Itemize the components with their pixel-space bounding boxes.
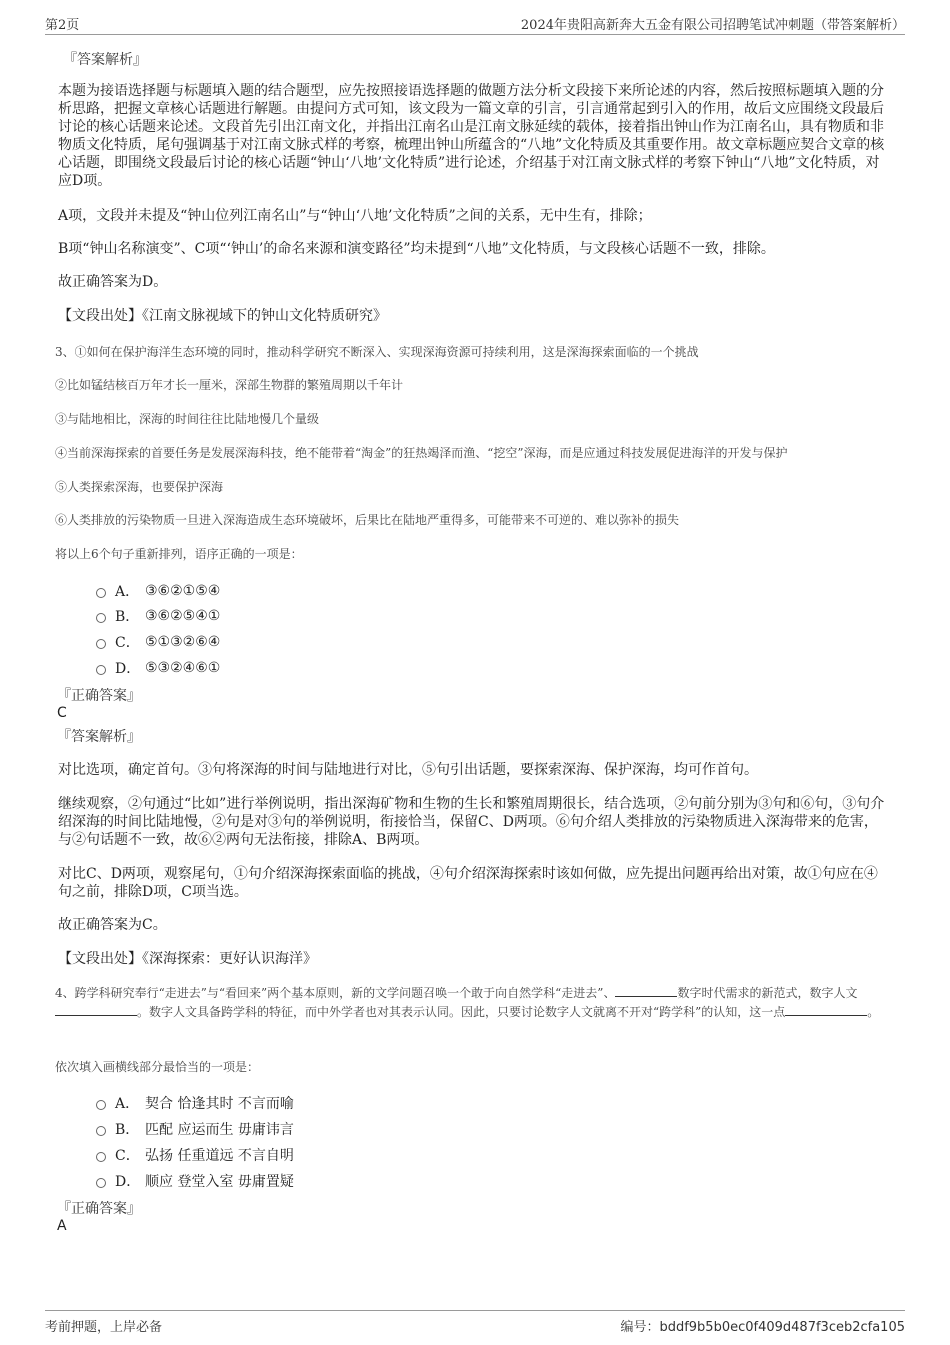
analysis-paragraph: 本题为接语选择题与标题填入题的结合题型，应先按照接语选择题的做题方法分析文段接下来所论述的内容，然后按照标题填入题的分析思路，把握文章核心话题进行解题。由提问方式可知，该文段为一篇文章的引言，引言通常起到引入的作用，故后文应围绕文段最后讨论的核心话题来论述。文段首先引出江南文化，并指出江南名山是江南文脉延续的载体，接着指出钟山作为江南名山，具有物质和非物质文化特质，尾句强调基于对江南文脉式样的考察，梳理出钟山所蕴含的“八地”文化特质及其重要作用。故文章标题应契合文章的核心话题，即围绕文段最后讨论的核心话题“钟山‘八地’文化特质”进行论述，介绍基于对江南文脉式样的考察下钟山“八地”文化特质，对应D项。: [58, 83, 885, 189]
radio-button[interactable]: [96, 639, 106, 649]
question-sentence: ⑤人类探索深海，也要保护深海: [55, 480, 224, 494]
option-d[interactable]: [96, 1171, 294, 1191]
fill-blank: [615, 984, 677, 997]
question-stem: [55, 984, 895, 1022]
page-number: 第2页: [45, 18, 80, 33]
stem-text: 。: [867, 1005, 880, 1019]
option-letter: B．: [115, 1122, 140, 1138]
question-sentence: ⑥人类排放的污染物质一旦进入深海造成生态环境破坏，后果比在陆地严重得多，可能带来不可逆的、难以弥补的损失: [55, 513, 680, 527]
option-a[interactable]: [96, 1093, 294, 1113]
analysis-paragraph: 对比选项，确定首句。③句将深海的时间与陆地进行对比，⑤句引出话题，要探索深海、保护深海，均可作首句。: [58, 762, 758, 778]
option-c[interactable]: [96, 1145, 294, 1165]
question-sentence: 3、①如何在保护海洋生态环境的同时，推动科学研究不断深入、实现深海资源可持续利用，这是深海探索面临的一个挑战: [55, 345, 699, 359]
fill-blank: [785, 1003, 867, 1016]
fill-blank: [55, 1003, 137, 1016]
option-letter: A．: [115, 584, 140, 600]
option-text: 契合 恰逢其时 不言而喻: [145, 1096, 294, 1112]
radio-button[interactable]: [96, 665, 106, 675]
option-letter: C．: [115, 635, 140, 651]
analysis-paragraph: A项，文段并未提及“钟山位列江南名山”与“钟山‘八地’文化特质”之间的关系，无中生有，排除；: [58, 208, 652, 224]
document-title: 2024年贵阳高新奔大五金有限公司招聘笔试冲刺题（带答案解析）: [520, 18, 905, 33]
option-text: ③⑥②⑤④①: [145, 608, 221, 624]
option-c[interactable]: [96, 632, 220, 652]
option-text: 匹配 应运而生 毋庸讳言: [145, 1122, 294, 1138]
option-letter: D．: [115, 661, 141, 677]
radio-button[interactable]: [96, 1126, 106, 1136]
radio-button[interactable]: [96, 588, 106, 598]
option-letter: B．: [115, 609, 140, 625]
stem-text: 4、跨学科研究奉行“走进去”与“看回来”两个基本原则，新的文学问题召唤一个敢于向自然学科“走进去”、: [55, 986, 616, 1000]
radio-button[interactable]: [96, 1178, 106, 1188]
source-citation: 【文段出处】《深海探索：更好认识海洋》: [58, 951, 317, 967]
option-text: ③⑥②①⑤④: [145, 583, 221, 599]
option-letter: A．: [115, 1096, 140, 1112]
analysis-paragraph: B项“钟山名称演变”、C项“‘钟山’的命名来源和演变路径”均未提到“八地”文化特质，与文段核心话题不一致，排除。: [58, 241, 775, 257]
option-b[interactable]: [96, 606, 220, 626]
radio-button[interactable]: [96, 613, 106, 623]
question-prompt: 将以上6个句子重新排列，语序正确的一项是：: [55, 547, 303, 561]
question-prompt: 依次填入画横线部分最恰当的一项是：: [55, 1060, 260, 1074]
question-sentence: ④当前深海探索的首要任务是发展深海科技，绝不能带着“淘金”的狂热竭泽而渔、“挖空”深海，而是应通过科技发展促进海洋的开发与保护: [55, 446, 788, 460]
option-text: 顺应 登堂入室 毋庸置疑: [145, 1174, 294, 1190]
analysis-conclusion: 故正确答案为D。: [58, 274, 168, 290]
code-label: 编号：: [620, 1320, 660, 1335]
radio-button[interactable]: [96, 1152, 106, 1162]
analysis-conclusion: 故正确答案为C。: [58, 917, 167, 933]
option-letter: C．: [115, 1148, 140, 1164]
correct-answer-heading: 『正确答案』: [57, 1201, 141, 1217]
page-header: [45, 12, 905, 35]
option-text: 弘扬 任重道远 不言自明: [145, 1148, 294, 1164]
option-d[interactable]: [96, 658, 220, 678]
analysis-heading: 『答案解析』: [57, 729, 141, 745]
code-value: bddf9b5b0ec0f409d487f3ceb2cfa105: [659, 1320, 905, 1335]
footer-slogan: 考前押题，上岸必备: [45, 1320, 163, 1335]
correct-answer: A: [57, 1218, 67, 1234]
question-sentence: ②比如锰结核百万年才长一厘米，深部生物群的繁殖周期以千年计: [55, 378, 404, 392]
analysis-paragraph: 对比C、D两项，观察尾句，①句介绍深海探索面临的挑战，④句介绍深海探索时该如何做，应先提出问题再给出对策，故①句应在④句之前，排除D项，C项当选。: [58, 866, 878, 900]
option-b[interactable]: [96, 1119, 294, 1139]
radio-button[interactable]: [96, 1100, 106, 1110]
option-letter: D．: [115, 1174, 141, 1190]
page-footer: [45, 1310, 905, 1335]
stem-text: 数字时代需求的新范式，数字人文: [677, 986, 858, 1000]
document-code: [620, 1316, 905, 1335]
option-text: ⑤①③②⑥④: [145, 634, 221, 650]
option-a[interactable]: [96, 581, 220, 601]
correct-answer-heading: 『正确答案』: [57, 688, 141, 704]
correct-answer: C: [57, 705, 67, 721]
source-citation: 【文段出处】《江南文脉视域下的钟山文化特质研究》: [58, 308, 387, 324]
question-sentence: ③与陆地相比，深海的时间往往比陆地慢几个量级: [55, 412, 320, 426]
option-text: ⑤③②④⑥①: [145, 660, 221, 676]
analysis-paragraph: 继续观察，②句通过“比如”进行举例说明，指出深海矿物和生物的生长和繁殖周期很长，结合选项，②句前分别为③句和⑥句，③句介绍深海的时间比陆地慢，②句是对③句的举例说明，衔接恰当，保留C、D两项。⑥句介绍人类排放的污染物质进入深海带来的危害，与②句话题不一致，故⑥②两句无法衔接，排除A、B两项。: [58, 796, 885, 848]
stem-text: 。数字人文具备跨学科的特征，而中外学者也对其表示认同。因此，只要讨论数字人文就离不开对“跨学科”的认知，这一点: [137, 1005, 786, 1019]
analysis-heading: 『答案解析』: [63, 52, 147, 68]
